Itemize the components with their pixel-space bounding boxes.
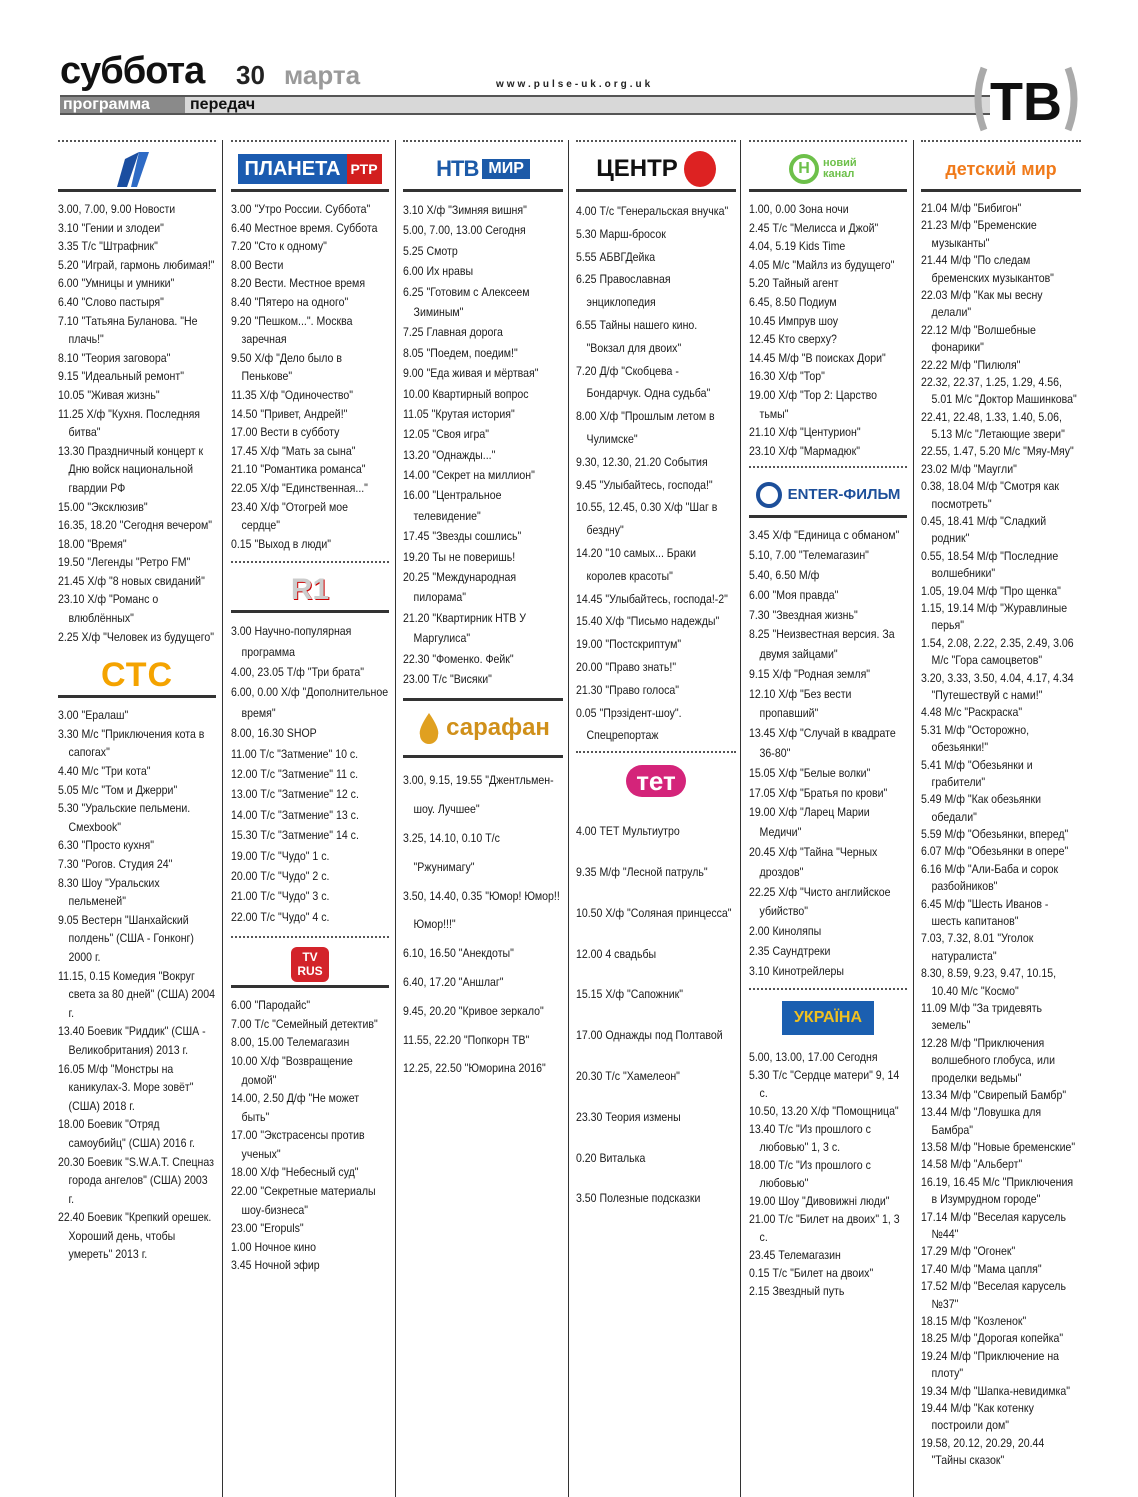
schedule-item: 20.25 "Международная пилорама" — [403, 570, 517, 605]
schedule-item: 8.00, 16.30 SHOP — [231, 726, 317, 741]
schedule-item: 8.00 Х/ф "Прошлым летом в Чулимске" — [576, 409, 715, 446]
channel-logo-planeta — [231, 148, 389, 192]
schedule-item: 15.15 Х/ф "Сапожник" — [576, 987, 683, 1002]
schedule-item: 20.45 Х/ф "Тайна "Черных дроздов" — [749, 845, 878, 879]
schedule-item: 4.48 М/с "Раскраска" — [921, 705, 1023, 720]
schedule-item: 8.30 Шоу "Уральских пельменей" — [58, 875, 160, 909]
schedule-item: 22.03 М/ф "Как мы весну делали" — [921, 287, 1043, 320]
schedule-item: 0.20 Виталька — [576, 1150, 646, 1165]
schedule-item: 11.35 Х/ф "Одиночество" — [231, 387, 354, 402]
schedule-item: 13.45 Х/ф "Случай в квадрате 36-80" — [749, 726, 896, 761]
rtr-logo-text: РТР — [347, 154, 382, 184]
schedule-item: 3.45 Ночной эфир — [231, 1258, 320, 1273]
schedule-item: 2.45 Т/с "Мелисса и Джой" — [749, 220, 879, 235]
schedule-item: 8.05 "Поедем, поедим!" — [403, 345, 518, 360]
dotted-rule — [576, 751, 736, 753]
dotted-rule — [749, 988, 907, 990]
schedule-item: 10.45 Импрув шоу — [749, 313, 839, 328]
centr-circle-icon — [684, 151, 716, 187]
schedule-item: 21.30 "Право голоса" — [576, 682, 680, 697]
schedule-item: 13.40 Т/с "Из прошлого с любовью" 1, 3 с. — [749, 1121, 871, 1154]
schedule-item: 3.30 М/с "Приключения кота в сапогах" — [58, 726, 205, 760]
schedule-item: 22.05 Х/ф "Единственная..." — [231, 480, 368, 495]
dotted-rule — [231, 140, 389, 142]
schedule-item: 23.30 Теория измены — [576, 1109, 681, 1124]
schedule-item: 9.20 "Пешком...". Москва заречная — [231, 313, 353, 347]
schedule-item: 6.30 "Просто кухня" — [58, 838, 154, 853]
schedule-item: 6.00 Их нравы — [403, 264, 474, 279]
schedule-item: 2.00 Киноляпы — [749, 924, 822, 939]
schedule-item: 1.54, 2.08, 2.22, 2.35, 2.49, 3.06 М/с "Гора самоцветов" — [921, 635, 1074, 668]
schedule-item: 8.10 "Теория заговора" — [58, 350, 171, 365]
schedule-item: 3.10 Х/ф "Зимняя вишня" — [403, 203, 527, 217]
schedule-item: 13.34 М/ф "Свирепый Бамбр" — [921, 1087, 1067, 1102]
schedule-item: 5.20 Тайный агент — [749, 276, 839, 291]
schedule-item: 18.00 Боевик "Отряд самоубийц" (США) 2016 г. — [58, 1117, 195, 1150]
enter-logo-text: ENTER-ФИЛЬМ — [787, 486, 901, 504]
schedule-item: 19.58, 20.12, 20.29, 20.44 "Тайны сказок" — [921, 1435, 1045, 1468]
column-divider — [740, 140, 741, 1497]
schedule-item: 2.15 Звездный путь — [749, 1283, 845, 1298]
channel-logo-enter — [749, 474, 907, 518]
header-month: марта — [284, 60, 361, 90]
schedule-item: 9.05 Вестерн "Шанхайский полдень" (США - Гонконг) 2000 г. — [58, 912, 194, 964]
schedule-item: 22.30 "Фоменко. Фейк" — [403, 651, 514, 666]
channel-schedule — [749, 526, 907, 981]
schedule-item: 1.15, 19.14 М/ф "Журавлиные перья" — [921, 600, 1068, 633]
channel-logo-detsky — [921, 148, 1081, 192]
schedule-item: 8.20 Вести. Местное время — [231, 276, 366, 291]
schedule-item: 5.30 "Уральские пельмени. Смехbook" — [58, 801, 191, 834]
column-1 — [58, 140, 216, 1497]
schedule-item: 9.15 "Идеальный ремонт" — [58, 369, 184, 384]
column-4 — [576, 140, 736, 1497]
schedule-item: 5.05 М/с "Том и Джерри" — [58, 782, 178, 797]
schedule-item: 6.16 М/ф "Али-Баба и сорок разбойников" — [921, 861, 1059, 894]
channel-logo-centr — [576, 148, 736, 192]
sarafan-drop-icon — [416, 711, 442, 745]
channel-schedule — [231, 200, 389, 553]
schedule-item: 4.00, 23.05 Т/ф "Три брата" — [231, 665, 365, 680]
schedule-item: 22.55, 1.47, 5.20 М/с "Мяу-Мяу" — [921, 444, 1074, 459]
schedule-item: 21.00 Т/с "Билет на двоих" 1, 3 с. — [749, 1211, 900, 1244]
schedule-item: 21.10 Х/ф "Центурион" — [749, 425, 861, 440]
schedule-item: 12.10 Х/ф "Без вести пропавший" — [749, 686, 852, 721]
schedule-item: 6.45 М/ф "Шесть Иванов - шесть капитанов" — [921, 896, 1049, 929]
schedule-item: 22.41, 22.48, 1.33, 1.40, 5.06, 5.13 М/с "Летающие звери" — [921, 409, 1065, 442]
schedule-item: 3.00 "Утро России. Суббота" — [231, 202, 371, 216]
schedule-item: 9.30, 12.30, 21.20 События — [576, 454, 708, 469]
schedule-item: 19.00 Шоу "Дивовижні люди" — [749, 1193, 890, 1208]
centr-logo-text: ЦЕНТР — [596, 154, 678, 182]
channel-logo-tet — [576, 759, 736, 803]
schedule-item: 7.00 Т/с "Семейный детектив" — [231, 1016, 378, 1031]
ukraina-logo-text: УКРАЇНА — [782, 1001, 874, 1035]
channel-schedule — [58, 200, 216, 646]
schedule-item: 14.50 "Привет, Андрей!" — [231, 406, 348, 421]
schedule-item: 21.20 "Квартирник НТВ У Маргулиса" — [403, 610, 526, 646]
schedule-item: 7.20 Д/ф "Скобцева - Бондарчук. Одна судьба" — [576, 363, 711, 401]
dotted-rule — [576, 140, 736, 142]
channel-logo-ntv — [403, 148, 563, 192]
schedule-item: 4.40 М/с "Три кота" — [58, 764, 151, 779]
schedule-item: 6.45, 8.50 Подиум — [749, 294, 837, 309]
schedule-item: 3.35 Т/с "Штрафник" — [58, 239, 158, 254]
tv-logo — [970, 66, 1082, 132]
schedule-item: 13.20 "Однажды..." — [403, 447, 496, 462]
schedule-item: 19.00 Т/с "Чудо" 1 с. — [231, 848, 330, 863]
schedule-item: 12.05 "Своя игра" — [403, 427, 490, 442]
schedule-item: 15.30 Т/с "Затмение" 14 с. — [231, 828, 359, 843]
channel-logo-sts — [58, 654, 216, 698]
dotted-rule — [749, 466, 907, 468]
schedule-item: 17.52 М/ф "Веселая карусель №37" — [921, 1279, 1066, 1311]
schedule-item: 22.12 М/ф "Волшебные фонарики" — [921, 322, 1036, 355]
schedule-item: 5.00, 7.00, 13.00 Сегодня — [403, 223, 526, 238]
schedule-item: 12.25, 22.50 "Юморина 2016" — [403, 1061, 546, 1076]
schedule-item: 0.55, 18.54 М/ф "Последние волшебники" — [921, 548, 1059, 581]
header-peredach: передач — [190, 96, 256, 113]
sts-logo-text: СТС — [100, 655, 174, 694]
tvrus-logo-text: TV RUS — [291, 947, 329, 981]
channel-schedule — [231, 996, 389, 1275]
channel-logo-tvrus — [231, 944, 389, 988]
schedule-item: 13.40 Боевик "Риддик" (США - Великобритания) 2013 г. — [58, 1024, 206, 1057]
schedule-item: 5.49 М/ф "Как обезьянки обедали" — [921, 792, 1042, 824]
schedule-item: 7.10 "Татьяна Буланова. "Не плачь!" — [58, 313, 198, 347]
schedule-item: 5.55 АБВГДейка — [576, 249, 656, 264]
schedule-item: 5.25 Смотр — [403, 243, 458, 258]
schedule-item: 6.00 "Моя правда" — [749, 587, 839, 602]
schedule-item: 5.31 М/ф "Осторожно, обезьянки!" — [921, 722, 1030, 755]
schedule-item: 19.00 Х/ф "Ларец Марии Медичи" — [749, 805, 870, 840]
schedule-item: 6.25 "Готовим с Алексеем Зиминым" — [403, 284, 530, 319]
schedule-item: 23.10 Х/ф "Мармадюк" — [749, 443, 860, 458]
enter-logo-circle-icon — [756, 482, 782, 508]
schedule-item: 17.29 М/ф "Огонек" — [921, 1244, 1016, 1259]
schedule-item: 3.20, 3.33, 3.50, 4.04, 4.17, 4.34 "Путешествуй с нами!" — [921, 670, 1074, 702]
schedule-item: 16.35, 18.20 "Сегодня вечером" — [58, 518, 212, 533]
schedule-item: 3.00 Научно-популярная программа — [231, 624, 352, 659]
schedule-item: 9.45, 20.20 "Кривое зеркало" — [403, 1003, 544, 1018]
schedule-item: 7.20 "Сто к одному" — [231, 239, 327, 254]
schedule-item: 6.40 "Слово пастыря" — [58, 294, 164, 309]
schedule-item: 16.30 Х/ф "Тор" — [749, 369, 825, 384]
schedule-item: 11.05 "Крутая история" — [403, 406, 515, 421]
column-divider — [395, 140, 396, 1497]
column-divider — [222, 140, 223, 1497]
channel-schedule — [403, 766, 563, 1083]
schedule-item: 23.40 Х/ф "Отогрей мое сердце" — [231, 499, 348, 533]
schedule-item: 13.30 Праздничный концерт к Дню войск национальной гвардии РФ — [58, 443, 204, 495]
schedule-item: 23.45 Телемагазин — [749, 1247, 841, 1262]
schedule-item: 22.40 Боевик "Крепкий орешек. Хороший день, чтобы умереть" 2013 г. — [58, 1210, 212, 1262]
schedule-item: 10.55, 12.45, 0.30 Х/ф "Шаг в бездну" — [576, 500, 718, 538]
schedule-item: 21.23 М/ф "Бременские музыканты" — [921, 218, 1037, 250]
schedule-item: 5.10, 7.00 "Телемагазин" — [749, 548, 869, 563]
schedule-item: 20.00 "Право знать!" — [576, 659, 677, 674]
schedule-item: 3.00 "Ералаш" — [58, 708, 129, 723]
schedule-item: 10.00 Х/ф "Возвращение домой" — [231, 1053, 353, 1087]
schedule-item: 16.05 М/ф "Монстры на каникулах-3. Море зовёт" (США) 2018 г. — [58, 1061, 194, 1113]
schedule-item: 1.00 Ночное кино — [231, 1239, 317, 1254]
dotted-rule — [749, 140, 907, 142]
schedule-item: 19.50 "Легенды "Ретро FM" — [58, 555, 191, 570]
schedule-item: 17.00 Однажды под Полтавой — [576, 1028, 723, 1043]
schedule-item: 23.00 Т/с "Висяки" — [403, 671, 492, 686]
schedule-item: 8.40 "Пятеро на одного" — [231, 294, 349, 309]
schedule-item: 5.30 Марш-бросок — [576, 226, 666, 241]
schedule-item: 13.44 М/ф "Ловушка для Бамбра" — [921, 1105, 1042, 1137]
schedule-item: 17.45 "Звезды сошлись" — [403, 529, 522, 544]
schedule-item: 11.15, 0.15 Комедия "Вокруг света за 80 дней" (США) 2004 г. — [58, 968, 215, 1020]
schedule-item: 3.45 Х/ф "Единица с обманом" — [749, 528, 900, 543]
channel-schedule — [576, 811, 736, 1219]
schedule-item: 7.30 "Рогов. Студия 24" — [58, 857, 173, 871]
schedule-item: 7.25 Главная дорога — [403, 325, 503, 340]
schedule-item: 22.00 "Секретные материалы шоу-бизнеса" — [231, 1184, 376, 1217]
schedule-item: 14.20 "10 самых... Браки королев красоты" — [576, 545, 697, 583]
schedule-item: 13.00 Т/с "Затмение" 12 с. — [231, 787, 359, 802]
schedule-item: 14.00, 2.50 Д/ф "Не может быть" — [231, 1091, 360, 1124]
schedule-item: 1.05, 19.04 М/ф "Про щенка" — [921, 583, 1061, 598]
schedule-item: 8.00, 15.00 Телемагазин — [231, 1035, 350, 1050]
schedule-item: 10.05 "Живая жизнь" — [58, 387, 160, 402]
schedule-item: 21.00 Т/с "Чудо" 3 с. — [231, 889, 330, 904]
schedule-item: 16.00 "Центральное телевидение" — [403, 488, 502, 523]
schedule-item: 4.05 М/с "Майлз из будущего" — [749, 257, 895, 272]
schedule-item: 11.09 М/ф "За тридевять земель" — [921, 1000, 1043, 1033]
schedule-item: 3.00, 9.15, 19.55 "Джентльмен-шоу. Лучшее" — [403, 773, 554, 817]
schedule-item: 2.25 Х/ф "Человек из будущего" — [58, 629, 215, 644]
schedule-item: 7.30 "Звездная жизнь" — [749, 607, 858, 622]
mir-logo-text: МИР — [482, 159, 530, 179]
dotted-rule — [921, 140, 1081, 142]
planeta-logo-text: ПЛАНЕТА — [238, 154, 346, 184]
channel-schedule — [403, 200, 563, 689]
channel-logo-perviy — [58, 148, 216, 192]
schedule-item: 6.00, 0.00 Х/ф "Дополнительное время" — [231, 685, 389, 720]
schedule-item: 16.19, 16.45 М/с "Приключения в Изумрудном городе" — [921, 1174, 1074, 1207]
tv-logo-text: ТВ — [990, 72, 1062, 132]
schedule-item: 21.44 М/ф "По следам бременских музыкантов" — [921, 253, 1054, 285]
schedule-item: 0.15 Т/с "Билет на двоих" — [749, 1265, 874, 1280]
header-url[interactable]: www.pulse-uk.org.uk — [496, 79, 654, 90]
schedule-item: 19.00 "Постскриптум" — [576, 637, 682, 652]
schedule-item: 10.50, 13.20 Х/ф "Помощница" — [749, 1103, 899, 1118]
novy-logo-text: новий канал — [823, 156, 857, 180]
r1-logo-text: R1 — [290, 572, 330, 606]
schedule-item: 14.45 "Улыбайтесь, господа!-2" — [576, 591, 728, 606]
schedule-item: 3.10 "Гении и злодеи" — [58, 220, 164, 235]
schedule-item: 19.24 М/ф "Приключение на плоту" — [921, 1348, 1060, 1381]
schedule-item: 23.00 "Eropuls" — [231, 1221, 304, 1236]
schedule-item: 15.00 "Эксклюзив" — [58, 499, 148, 514]
schedule-item: 1.00, 0.00 Зона ночи — [749, 202, 849, 216]
schedule-item: 15.40 Х/ф "Письмо надежды" — [576, 614, 720, 629]
schedule-item: 5.40, 6.50 М/ф — [749, 567, 820, 582]
column-divider — [913, 140, 914, 1497]
schedule-item: 5.20 "Играй, гармонь любимая!" — [58, 257, 215, 272]
schedule-item: 19.44 М/ф "Как котенку построили дом" — [921, 1400, 1034, 1433]
schedule-item: 9.50 Х/ф "Дело было в Пенькове" — [231, 350, 342, 384]
schedule-item: 23.10 Х/ф "Романс о влюблённых" — [58, 592, 159, 626]
header-day: суббота — [60, 50, 205, 92]
novy-logo-circle-icon: Н — [789, 154, 819, 184]
channel-logo-r1 — [231, 569, 389, 613]
schedule-item: 3.25, 14.10, 0.10 Т/с "Ржунимагу" — [403, 830, 500, 874]
schedule-item: 5.41 М/ф "Обезьянки и грабители" — [921, 757, 1033, 789]
schedule-item: 13.58 М/ф "Новые бременские" — [921, 1140, 1076, 1155]
dotted-rule — [231, 561, 389, 563]
schedule-item: 6.07 М/ф "Обезьянки в опере" — [921, 844, 1069, 859]
dotted-rule — [403, 140, 563, 142]
schedule-item: 20.00 Т/с "Чудо" 2 с. — [231, 868, 330, 883]
column-divider — [568, 140, 569, 1497]
schedule-item: 17.00 Вести в субботу — [231, 425, 340, 440]
schedule-item: 9.35 М/ф "Лесной патруль" — [576, 864, 708, 879]
schedule-item: 4.00 ТЕТ Мультиутро — [576, 824, 680, 839]
schedule-item: 17.05 Х/ф "Братья по крови" — [749, 785, 888, 800]
schedule-item: 6.10, 16.50 "Анекдоты" — [403, 946, 514, 961]
channel-logo-sarafan — [403, 698, 563, 758]
schedule-item: 19.34 М/ф "Шапка-невидимка" — [921, 1383, 1070, 1398]
schedule-item: 17.14 М/ф "Веселая карусель №44" — [921, 1209, 1066, 1242]
column-5 — [749, 140, 907, 1497]
channel-schedule — [231, 621, 389, 927]
detsky-logo-text: детский мир — [945, 158, 1057, 179]
column-3 — [403, 140, 563, 1497]
schedule-item: 4.04, 5.19 Kids Time — [749, 239, 846, 254]
schedule-item: 19.20 Ты не поверишь! — [403, 549, 516, 564]
schedule-item: 14.00 "Секрет на миллион" — [403, 468, 535, 483]
schedule-item: 5.30 Т/с "Сердце матери" 9, 14 с. — [749, 1067, 900, 1100]
channel-schedule — [576, 200, 736, 747]
schedule-item: 6.40, 17.20 "Аншлаг" — [403, 974, 504, 989]
schedule-item: 9.45 "Улыбайтесь, господа!" — [576, 477, 713, 492]
schedule-item: 0.15 "Выход в люди" — [231, 536, 331, 551]
sarafan-logo-text: сарафан — [446, 714, 550, 742]
schedule-item: 5.59 М/ф "Обезьянки, вперед" — [921, 827, 1069, 842]
schedule-item: 0.45, 18.41 М/ф "Сладкий родник" — [921, 514, 1047, 546]
dotted-rule — [231, 936, 389, 938]
schedule-item: 22.25 Х/ф "Чисто английское убийство" — [749, 884, 891, 919]
schedule-item: 12.00 4 свадьбы — [576, 946, 657, 961]
channel-schedule — [749, 200, 907, 460]
tet-logo-text: тет — [626, 765, 686, 797]
schedule-item: 8.30, 8.59, 9.23, 9.47, 10.15, 10.40 М/с "Космо" — [921, 966, 1057, 998]
schedule-item: 6.40 Местное время. Суббота — [231, 220, 378, 235]
schedule-item: 10.50 Х/ф "Соляная принцесса" — [576, 905, 732, 920]
column-2 — [231, 140, 389, 1497]
dotted-rule — [58, 140, 216, 142]
schedule-item: 18.15 М/ф "Козленок" — [921, 1314, 1027, 1328]
schedule-item: 19.00 Х/ф "Тор 2: Царство тьмы" — [749, 387, 878, 421]
schedule-item: 5.00, 13.00, 17.00 Сегодня — [749, 1049, 878, 1064]
schedule-item: 21.04 М/ф "Бибигон" — [921, 201, 1022, 215]
schedule-item: 3.50, 14.40, 0.35 "Юмор! Юмор!! Юмор!!!" — [403, 888, 560, 932]
schedule-item: 17.40 М/ф "Мама цапля" — [921, 1261, 1042, 1276]
schedule-item: 6.00 "Пародайс" — [231, 998, 311, 1013]
schedule-item: 2.35 Саундтреки — [749, 944, 831, 959]
schedule-item: 17.00 "Экстрасенсы против ученых" — [231, 1128, 365, 1161]
schedule-item: 3.00, 7.00, 9.00 Новости — [58, 202, 176, 216]
schedule-item: 0.05 "Прэзідент-шоу". Спецрепортаж — [576, 705, 682, 743]
column-6 — [921, 140, 1081, 1497]
schedule-item: 14.00 Т/с "Затмение" 13 с. — [231, 807, 359, 822]
schedule-item: 11.00 Т/с "Затмение" 10 с. — [231, 746, 359, 761]
schedule-item: 23.02 М/ф "Маугли" — [921, 461, 1017, 476]
schedule-item: 14.58 М/ф "Альберт" — [921, 1157, 1023, 1172]
schedule-item: 12.45 Кто сверху? — [749, 332, 837, 347]
schedule-item: 11.25 Х/ф "Кухня. Последняя битва" — [58, 406, 201, 440]
schedule-item: 18.25 М/ф "Дорогая копейка" — [921, 1331, 1064, 1346]
channel-logo-ukraina — [749, 996, 907, 1040]
ntv-logo-text: НТВ — [436, 155, 479, 181]
schedule-item: 20.30 Боевик "S.W.A.T. Спецназ города ангелов" (США) 2003 г. — [58, 1154, 214, 1206]
schedule-item: 17.45 Х/ф "Мать за сына" — [231, 443, 356, 458]
channel-schedule — [749, 1048, 907, 1300]
schedule-item: 21.45 Х/ф "8 новых свиданий" — [58, 573, 205, 588]
schedule-item: 9.15 Х/ф "Родная земля" — [749, 666, 871, 681]
header-date: 30 — [236, 60, 265, 90]
schedule-item: 20.30 Т/с "Хамелеон" — [576, 1068, 680, 1083]
schedule-item: 22.22 М/ф "Пилюля" — [921, 357, 1021, 372]
channel-schedule — [58, 706, 216, 1264]
header-program: программа — [60, 97, 185, 113]
schedule-item: 18.00 Х/ф "Небесный суд" — [231, 1165, 359, 1180]
channel-logo-novy — [749, 148, 907, 192]
schedule-item: 6.00 "Умницы и умники" — [58, 276, 175, 291]
schedule-item: 15.05 Х/ф "Белые волки" — [749, 765, 871, 780]
schedule-item: 0.38, 18.04 М/ф "Смотря как посмотреть" — [921, 479, 1060, 511]
schedule-item: 12.28 М/ф "Приключения волшебного глобуса, или проделки ведьмы" — [921, 1035, 1055, 1085]
schedule-item: 22.32, 22.37, 1.25, 1.29, 4.56, 5.01 М/с "Доктор Машинкова" — [921, 374, 1077, 407]
schedule-item: 21.10 "Романтика романса" — [231, 462, 366, 477]
channel-schedule — [921, 200, 1081, 1470]
schedule-item: 6.55 Тайны нашего кино. "Вокзал для двоих" — [576, 317, 698, 355]
schedule-item: 6.25 Православная энциклопедия — [576, 272, 671, 310]
schedule-item: 14.45 М/ф "В поисках Дори" — [749, 350, 886, 365]
schedule-item: 22.00 Т/с "Чудо" 4 с. — [231, 909, 330, 924]
schedule-item: 9.00 "Еда живая и мёртвая" — [403, 366, 539, 381]
schedule-item: 3.50 Полезные подсказки — [576, 1191, 701, 1206]
schedule-item: 11.55, 22.20 "Попкорн ТВ" — [403, 1032, 530, 1047]
schedule-item: 18.00 "Время" — [58, 536, 127, 551]
schedule-item: 3.10 Кинотрейлеры — [749, 963, 844, 978]
perviy-logo-icon — [107, 149, 167, 189]
schedule-item: 18.00 Т/с "Из прошлого с любовью" — [749, 1157, 871, 1190]
schedule-item: 8.00 Вести — [231, 257, 284, 272]
schedule-item: 10.00 Квартирный вопрос — [403, 386, 529, 401]
schedule-item: 8.25 "Неизвестная версия. За двумя зайцами" — [749, 627, 895, 662]
schedule-item: 4.00 Т/с "Генеральская внучка" — [576, 204, 729, 218]
schedule-item: 7.03, 7.32, 8.01 "Уголок натуралиста" — [921, 931, 1034, 963]
schedule-item: 12.00 Т/с "Затмение" 11 с. — [231, 767, 359, 782]
